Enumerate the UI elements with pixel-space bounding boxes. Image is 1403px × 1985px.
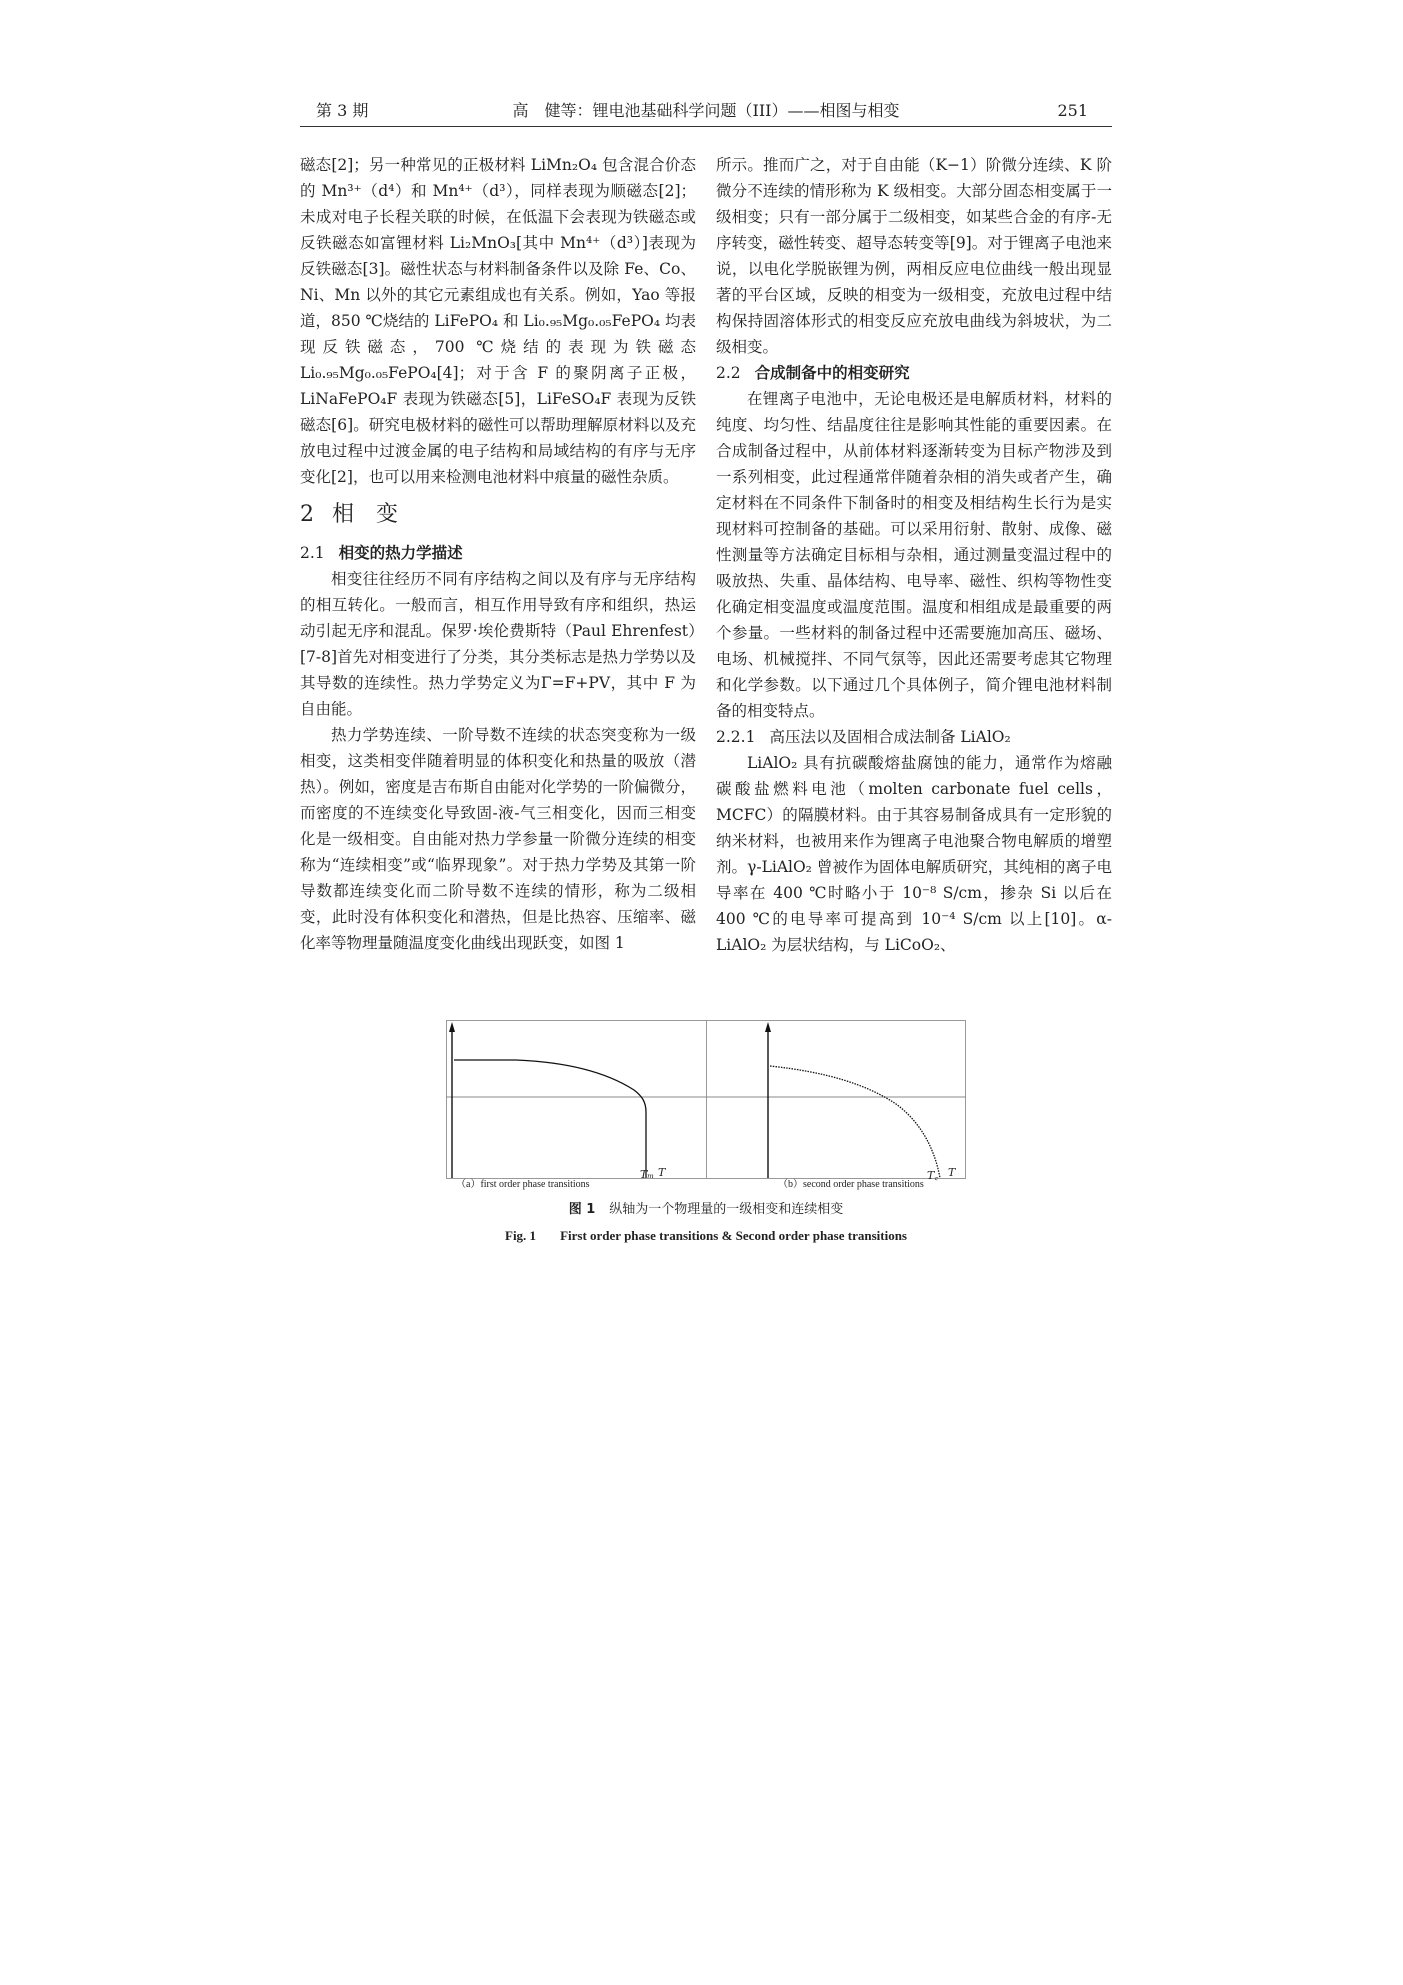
subsection-heading <box>716 360 1112 386</box>
figure-1 <box>446 1020 966 1200</box>
subsection-title: 相变的热力学描述 <box>338 543 463 562</box>
panel-b-curve <box>770 1066 940 1178</box>
subsubsection-title: 高压法以及固相合成法制备 LiAlO₂ <box>769 728 1011 746</box>
section-number: 2 <box>300 502 314 527</box>
panel-a-curve <box>454 1060 646 1178</box>
subsubsection-heading <box>716 724 1112 750</box>
figure-caption-zh-text: 纵轴为一个物理量的一级相变和连续相变 <box>609 1202 844 1217</box>
issue-number: 第 3 期 <box>316 101 369 120</box>
panel-b-tick-label: T꜀ <box>927 1169 939 1182</box>
right-column <box>716 152 1112 958</box>
panel-a-frame <box>447 1021 707 1179</box>
figure-caption-en <box>300 1226 1112 1246</box>
panel-b-axis-label: T <box>948 1166 956 1179</box>
subsection-number: 2.2 <box>716 364 741 382</box>
panel-b-frame <box>707 1021 966 1179</box>
paragraph: 所示。推而广之，对于自由能（K−1）阶微分连续、K 阶微分不连续的情形称为 K 级相变。大部分固态相变属于一级相变；只有一部分属于二级相变，如某些合金的有序-无序转变，磁性转变、超导态转变等[9]。对于锂离子电池来说，以电化学脱嵌锂为例，两相反应电位曲线一般出现显著的平台区域，反映的相变为一级相变，充放电过程中结构保持固溶体形式的相变反应充放电曲线为斜坡状，为二级相变。 <box>716 156 1112 356</box>
paragraph: LiAlO₂ 具有抗碳酸熔盐腐蚀的能力，通常作为熔融碳酸盐燃料电池（molten carbonate fuel cells，MCFC）的隔膜材料。由于其容易制备成具有一定形貌的纳米材料，也被用来作为锂离子电池聚合物电解质的增塑剂。γ-LiAlO₂ 曾被作为固体电解质研究，其纯相的离子电导率在 400 ℃时略小于 10⁻⁸ S/cm，掺杂 Si 以后在 400 ℃的电导率可提高到 10⁻⁴ S/cm 以上[10]。α-LiAlO₂ 为层状结构，与 LiCoO₂、 <box>716 754 1112 954</box>
panel-a-axis-label: T <box>658 1166 666 1179</box>
figure-1-diagram <box>446 1020 966 1200</box>
figure-label-en: Fig. 1 <box>505 1228 537 1243</box>
left-column <box>300 152 696 956</box>
paragraph: 在锂离子电池中，无论电极还是电解质材料，材料的纯度、均匀性、结晶度往往是影响其性能的重要因素。在合成制备过程中，从前体材料逐渐转变为目标产物涉及到一系列相变，此过程通常伴随着杂相的消失或者产生，确定材料在不同条件下制备时的相变及相结构生长行为是实现材料可控制备的基础。可以采用衍射、散射、成像、磁性测量等方法确定目标相与杂相，通过测量变温过程中的吸放热、失重、晶体结构、电导率、磁性、织构等物性变化确定相变温度或温度范围。温度和相组成是最重要的两个参量。一些材料的制备过程中还需要施加高压、磁场、电场、机械搅拌、不同气氛等，因此还需要考虑其它物理和化学参数。以下通过几个具体例子，简介锂电池材料制备的相变特点。 <box>716 390 1112 720</box>
subsection-heading <box>300 540 696 566</box>
panel-b-caption: （b）second order phase transitions <box>778 1179 924 1190</box>
panel-b-arrow-icon <box>765 1022 771 1032</box>
subsection-title: 合成制备中的相变研究 <box>754 363 910 382</box>
figure-label-zh: 图 1 <box>568 1202 596 1217</box>
panel-a-caption: （a）first order phase transitions <box>456 1179 590 1190</box>
paragraph: 热力学势连续、一阶导数不连续的状态突变称为一级相变，这类相变伴随着明显的体积变化和热量的吸放（潜热）。例如，密度是吉布斯自由能对化学势的一阶偏微分，而密度的不连续变化导致固-液-气三相变化，因而三相变化是一级相变。自由能对热力学参量一阶微分连续的相变称为“连续相变”或“临界现象”。对于热力学势及其第一阶导数都连续变化而二阶导数不连续的情形，称为二级相变，此时没有体积变化和潜热，但是比热容、压缩率、磁化率等物理量随温度变化曲线出现跃变，如图 1 <box>300 726 696 952</box>
running-title: 高 健等：锂电池基础科学问题（III）——相图与相变 <box>512 101 900 120</box>
section-title: 相变 <box>332 502 421 527</box>
panel-a-tick-label: Tₘ <box>640 1168 655 1181</box>
running-header <box>300 100 1112 128</box>
panel-a-arrow-icon <box>449 1022 455 1032</box>
header-rule <box>300 126 1112 127</box>
page-number: 251 <box>1057 101 1088 120</box>
section-heading <box>300 500 696 530</box>
subsection-number: 2.1 <box>300 544 325 562</box>
figure-caption-zh <box>300 1200 1112 1220</box>
paragraph: 磁态[2]；另一种常见的正极材料 LiMn₂O₄ 包含混合价态的 Mn³⁺（d⁴）和 Mn⁴⁺（d³），同样表现为顺磁态[2]；未成对电子长程关联的时候，在低温下会表现为铁磁态或反铁磁态如富锂材料 Li₂MnO₃[其中 Mn⁴⁺（d³）]表现为反铁磁态[3]。磁性状态与材料制备条件以及除 Fe、Co、Ni、Mn 以外的其它元素组成也有关系。例如，Yao 等报道，850 ℃烧结的 LiFePO₄ 和 Li₀.₉₅Mg₀.₀₅FePO₄ 均表现反铁磁态，700 ℃烧结的表现为铁磁态 Li₀.₉₅Mg₀.₀₅FePO₄[4]；对于含 F 的聚阴离子正极，LiNaFePO₄F 表现为铁磁态[5]，LiFeSO₄F 表现为反铁磁态[6]。研究电极材料的磁性可以帮助理解原材料以及充放电过程中过渡金属的电子结构和局域结构的有序与无序变化[2]，也可以用来检测电池材料中痕量的磁性杂质。 <box>300 156 696 486</box>
paragraph: 相变往往经历不同有序结构之间以及有序与无序结构的相互转化。一般而言，相互作用导致有序和组织，热运动引起无序和混乱。保罗·埃伦费斯特（Paul Ehrenfest）[7-8]首先对相变进行了分类，其分类标志是热力学势以及其导数的连续性。热力学势定义为Γ=F+PV，其中 F 为自由能。 <box>300 570 696 718</box>
subsubsection-number: 2.2.1 <box>716 728 756 746</box>
figure-caption-en-text: First order phase transitions & Second order phase transitions <box>560 1228 907 1243</box>
